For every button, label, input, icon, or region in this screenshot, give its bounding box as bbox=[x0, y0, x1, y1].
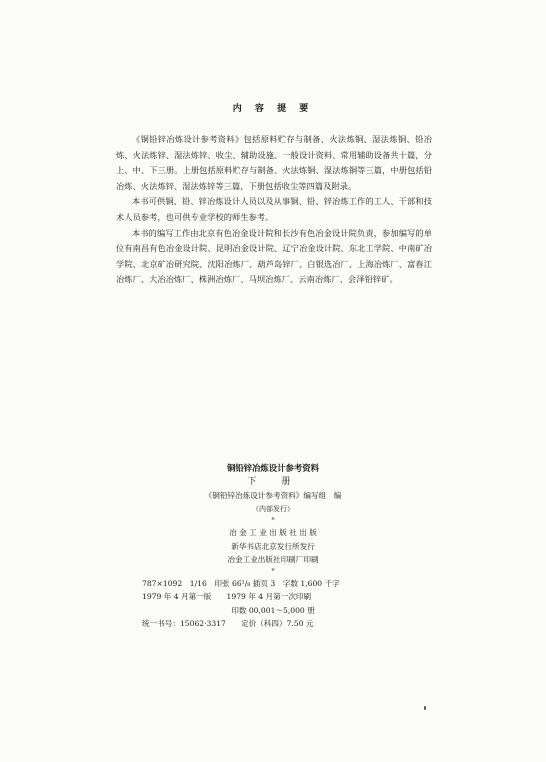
separator-star-2: * bbox=[271, 567, 275, 575]
separator-star-1: * bbox=[271, 517, 275, 524]
copyright-page bbox=[140, 462, 406, 631]
distribution-note: （内部发行） bbox=[252, 504, 294, 513]
summary-paragraph-1: 《铜铅锌冶炼设计参考资料》包括原料贮存与制备、火法炼铜、湿法炼铜、铅冶炼、火法炼锌、湿法炼锌、收尘、辅助设施、一般设计资料、常用辅助设备共十篇，分上、中、下三册。上册包括原料贮存与制备、火法炼铜、湿法炼铜等三篇，中册包括铅冶炼、火法炼锌、湿法炼锌等三篇，下册包括收尘等四篇及附录。 bbox=[116, 134, 432, 191]
printer-line: 冶金工业出版社印刷厂印刷 bbox=[227, 555, 319, 564]
publisher-line: 冶 金 工 业 出 版 社 出 版 bbox=[229, 528, 317, 537]
edition-line: 1979 年 4 月第一版 1979 年 4 月第一次印刷 bbox=[142, 592, 312, 601]
format-line: 787×1092 1/16 印张 66¹/₈ 插页 3 字数 1,600 千字 bbox=[142, 578, 340, 588]
summary-paragraph-3: 本书的编写工作由北京有色冶金设计院和长沙有色冶金设计院负责，参加编写的单位有南昌有色冶金设计院、昆明冶金设计院、辽宁冶金设计院、东北工学院、中南矿冶学院、北京矿冶研究院、沈阳冶炼厂、葫芦岛锌厂、白银选冶厂、上海冶炼厂、富春江冶炼厂、大冶冶炼厂、株洲冶炼厂、马坝冶炼厂、云南冶炼厂、会泽铅锌矿。 bbox=[116, 227, 432, 285]
isbn-price-line: 统一书号：15062·3317 定价（科四）7.50 元 bbox=[142, 619, 314, 628]
scan-speck bbox=[424, 706, 426, 710]
summary-body bbox=[116, 132, 432, 288]
editor-line: 《铜铅锌冶炼设计参考资料》编写组 编 bbox=[204, 491, 342, 500]
print-run-line: 印数 00,001～5,000 册 bbox=[231, 605, 315, 615]
book-title: 铜铅锌冶炼设计参考资料 bbox=[226, 463, 320, 473]
summary-heading: 内 容 提 要 bbox=[232, 104, 314, 114]
volume-label: 下 册 bbox=[247, 476, 299, 487]
distributor-line: 新华书店北京发行所发行 bbox=[231, 541, 315, 551]
summary-paragraph-2: 本书可供铜、铅、锌冶炼设计人员以及从事铜、铅、锌冶炼工作的工人、干部和技术人员参考，也可供专业学校的师生参考。 bbox=[116, 196, 432, 222]
